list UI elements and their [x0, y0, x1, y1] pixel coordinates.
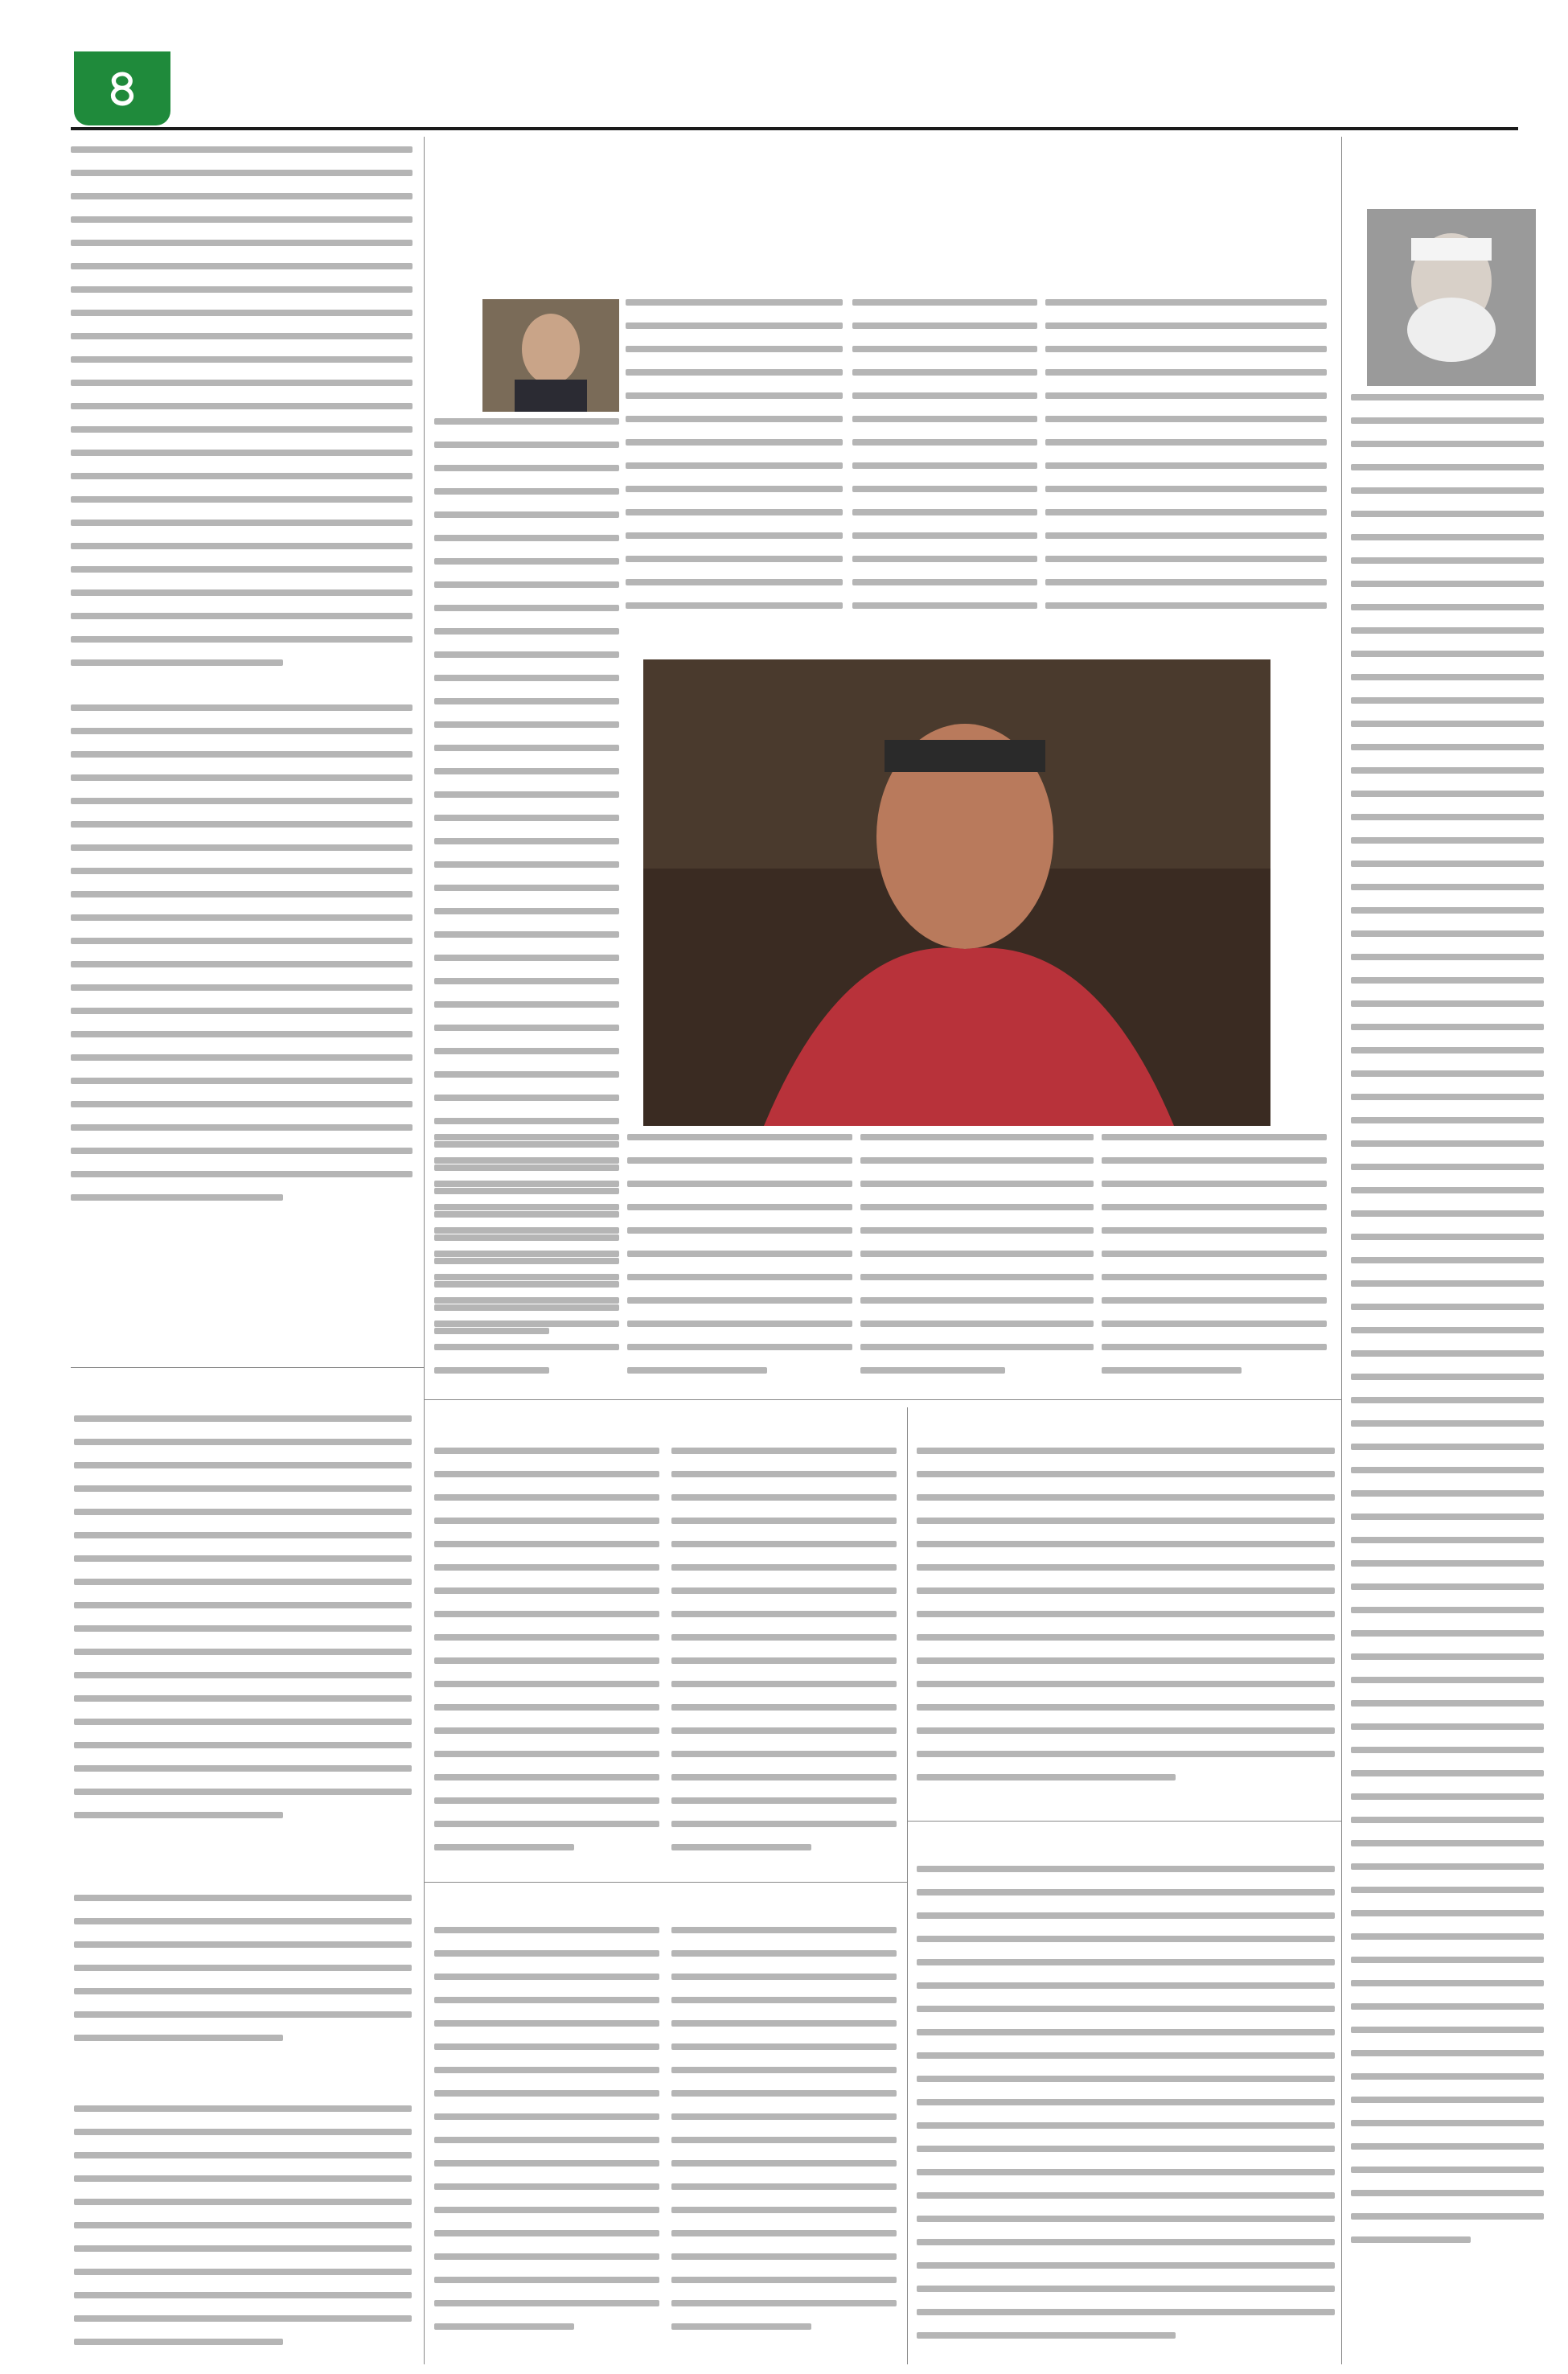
article-body [917, 1448, 1335, 1817]
article-body [917, 1866, 1335, 2360]
article-body [671, 1448, 897, 1874]
section-divider [424, 1399, 1341, 1400]
article-body [671, 1927, 897, 2361]
article-body [74, 1415, 412, 1850]
article-body [74, 2105, 412, 2363]
article-body [71, 704, 413, 1235]
column-divider [1341, 137, 1342, 2364]
column-divider [424, 137, 425, 2364]
author-photo [482, 299, 619, 412]
article-body [860, 1134, 1094, 1391]
article-body [434, 1134, 619, 1391]
page-header [0, 0, 1568, 129]
article-body [1351, 394, 1544, 2356]
page-number: ৪ [74, 51, 170, 125]
section-divider [907, 1821, 1341, 1822]
section-divider [424, 1882, 907, 1883]
left-column [71, 135, 413, 1341]
section-divider [71, 1367, 424, 1368]
article-body [626, 299, 843, 653]
article-body [852, 299, 1037, 653]
author-photo [1367, 209, 1536, 386]
column-divider [907, 1407, 908, 2364]
article-body [434, 1448, 659, 1874]
article-body [74, 1895, 412, 2064]
header-rule [71, 127, 1518, 130]
lead-photo [643, 659, 1270, 1126]
article-body [1045, 299, 1327, 653]
masthead [1188, 56, 1534, 121]
article-body [1102, 1134, 1327, 1391]
article-body [71, 146, 413, 693]
article-body [434, 1927, 659, 2361]
article-body [627, 1134, 852, 1391]
